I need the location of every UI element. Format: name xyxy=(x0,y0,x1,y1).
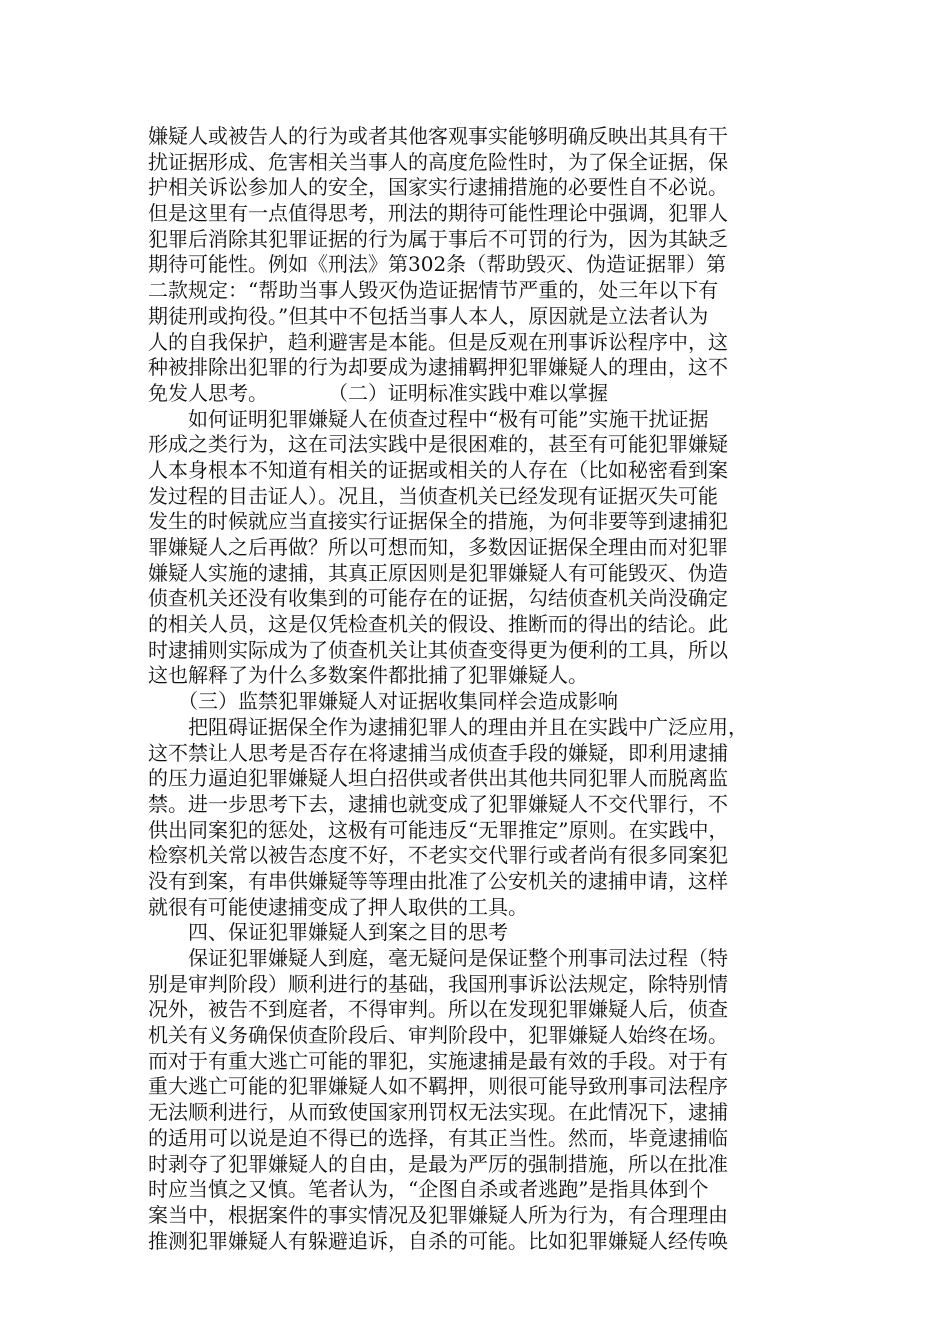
section-heading-line: （三）监禁犯罪嫌疑人对证据收集同样会造成影响 xyxy=(148,689,618,714)
section-heading-line: 免发人思考。 （二）证明标准实践中难以掌握 xyxy=(148,380,608,405)
section-heading-line: 四、保证犯罪嫌疑人到案之目的思考 xyxy=(148,920,508,945)
text-line: 案当中，根据案件的事实情况及犯罪嫌疑人所为行为，有合理理由 xyxy=(148,1202,728,1227)
text-line: 发生的时候就应当直接实行证据保全的措施，为何非要等到逮捕犯 xyxy=(148,509,728,534)
text-line: 发过程的目击证人）。况且，当侦查机关已经发现有证据灭失可能 xyxy=(148,483,718,508)
text-line: 这不禁让人思考是否存在将逮捕当成侦查手段的嫌疑，即利用逮捕 xyxy=(148,740,728,765)
text-line: 形成之类行为，这在司法实践中是很困难的，甚至有可能犯罪嫌疑 xyxy=(148,432,728,457)
text-line: 如何证明犯罪嫌疑人在侦查过程中“极有可能”实施干扰证据 xyxy=(148,406,709,431)
text-line: 的适用可以说是迫不得已的选择，有其正当性。然而，毕竟逮捕临 xyxy=(148,1125,728,1150)
text-line: 嫌疑人或被告人的行为或者其他客观事实能够明确反映出其具有干 xyxy=(148,124,728,148)
text-line: 罪嫌疑人之后再做？所以可想而知，多数因证据保全理由而对犯罪 xyxy=(148,535,728,559)
text-line: 保证犯罪嫌疑人到庭，毫无疑问是保证整个刑事司法过程（特 xyxy=(148,946,728,970)
text-line: 时逮捕则实际成为了侦查机关让其侦查变得更为便利的工具，所以 xyxy=(148,637,728,662)
text-line: 人的自我保护，趋利避害是本能。但是反观在刑事诉讼程序中，这 xyxy=(148,329,728,354)
text-line: 嫌疑人实施的逮捕，其真正原因则是犯罪嫌疑人有可能毁灭、伪造 xyxy=(148,560,728,585)
text-line: 检察机关常以被告态度不好，不老实交代罪行或者尚有很多同案犯 xyxy=(148,843,728,868)
text-line: 侦查机关还没有收集到的可能存在的证据，勾结侦查机关尚没确定 xyxy=(148,586,728,611)
text-line: 供出同案犯的惩处，这极有可能违反“无罪推定”原则。在实践中， xyxy=(148,817,729,842)
text-line: 这也解释了为什么多数案件都批捕了犯罪嫌疑人。 xyxy=(148,663,588,688)
document-body xyxy=(148,124,808,1254)
text-line: 没有到案，有串供嫌疑等等理由批准了公安机关的逮捕申请，这样 xyxy=(148,868,728,893)
text-line: 护相关诉讼参加人的安全，国家实行逮捕措施的必要性自不必说。 xyxy=(148,175,728,200)
text-line: 禁。进一步思考下去，逮捕也就变成了犯罪嫌疑人不交代罪行，不 xyxy=(148,791,728,816)
text-line: 而对于有重大逃亡可能的罪犯，实施逮捕是最有效的手段。对于有 xyxy=(148,1048,728,1073)
text-line: 把阻碍证据保全作为逮捕犯罪人的理由并且在实践中广泛应用， xyxy=(148,714,748,739)
text-line: 时剥夺了犯罪嫌疑人的自由，是最为严厉的强制措施，所以在批准 xyxy=(148,1151,728,1176)
text-line: 种被排除出犯罪的行为却要成为逮捕羁押犯罪嫌疑人的理由，这不 xyxy=(148,355,728,380)
text-line: 期待可能性。例如《刑法》第302条（帮助毁灭、伪造证据罪）第 xyxy=(148,252,727,277)
text-line: 期徒刑或拘役。”但其中不包括当事人本人，原因就是立法者认为 xyxy=(148,303,709,328)
text-line: 就很有可能使逮捕变成了押人取供的工具。 xyxy=(148,894,528,919)
text-line: 机关有义务确保侦查阶段后、审判阶段中，犯罪嫌疑人始终在场。 xyxy=(148,1023,728,1048)
text-line: 重大逃亡可能的犯罪嫌疑人如不羁押，则很可能导致刑事司法程序 xyxy=(148,1074,728,1099)
text-line: 但是这里有一点值得思考，刑法的期待可能性理论中强调，犯罪人 xyxy=(148,201,728,226)
text-line: 时应当慎之又慎。笔者认为，“企图自杀或者逃跑”是指具体到个 xyxy=(148,1177,709,1202)
text-line: 的压力逼迫犯罪嫌疑人坦白招供或者供出其他共同犯罪人而脱离监 xyxy=(148,766,728,791)
text-line: 别是审判阶段）顺利进行的基础，我国刑事诉讼法规定，除特别情 xyxy=(148,971,728,996)
text-line: 况外，被告不到庭者，不得审判。所以在发现犯罪嫌疑人后，侦查 xyxy=(148,997,728,1022)
text-line: 二款规定：“帮助当事人毁灭伪造证据情节严重的，处三年以下有 xyxy=(148,278,719,303)
text-line: 无法顺利进行，从而致使国家刑罚权无法实现。在此情况下，逮捕 xyxy=(148,1100,728,1125)
text-line: 的相关人员，这是仅凭检查机关的假设、推断而的得出的结论。此 xyxy=(148,612,728,637)
text-line: 犯罪后消除其犯罪证据的行为属于事后不可罚的行为，因为其缺乏 xyxy=(148,226,728,251)
text-line: 扰证据形成、危害相关当事人的高度危险性时，为了保全证据，保 xyxy=(148,149,728,174)
text-line: 人本身根本不知道有相关的证据或相关的人存在（比如秘密看到案 xyxy=(148,457,728,482)
text-line: 推测犯罪嫌疑人有躲避追诉，自杀的可能。比如犯罪嫌疑人经传唤 xyxy=(148,1228,728,1253)
